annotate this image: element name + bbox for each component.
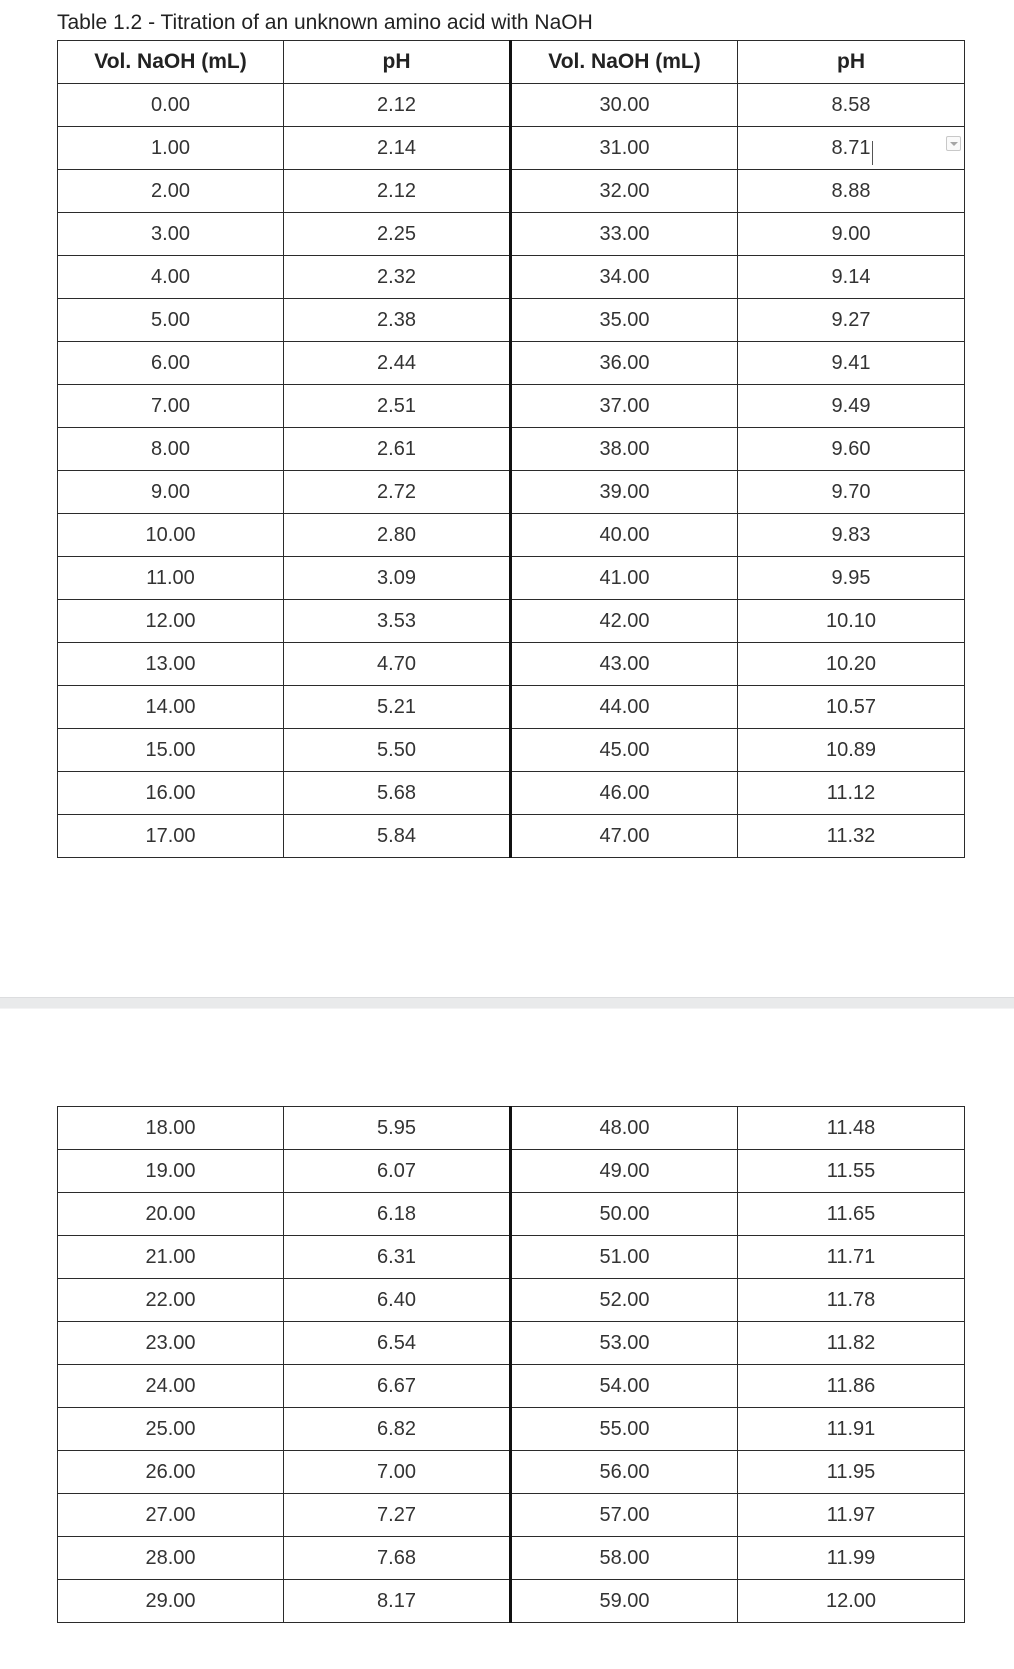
cell-vol-naoh[interactable]: 39.00: [511, 471, 738, 514]
cell-vol-naoh[interactable]: 32.00: [511, 170, 738, 213]
cell-vol-naoh[interactable]: 35.00: [511, 299, 738, 342]
cell-vol-naoh[interactable]: 21.00: [58, 1236, 284, 1279]
cell-vol-naoh[interactable]: 25.00: [58, 1408, 284, 1451]
cell-ph[interactable]: 9.27: [738, 299, 965, 342]
table-row: [58, 127, 965, 170]
cell-vol-naoh[interactable]: 13.00: [58, 643, 284, 686]
table-row: [58, 299, 965, 342]
cell-vol-naoh[interactable]: 11.00: [58, 557, 284, 600]
cell-ph[interactable]: 11.12: [738, 772, 965, 815]
cell-vol-naoh[interactable]: 54.00: [511, 1365, 738, 1408]
titration-table-bottom: [57, 1106, 965, 1623]
cell-ph[interactable]: 9.60: [738, 428, 965, 471]
cell-ph[interactable]: 11.78: [738, 1279, 965, 1322]
cell-vol-naoh[interactable]: 33.00: [511, 213, 738, 256]
cell-ph[interactable]: 9.95: [738, 557, 965, 600]
cell-ph[interactable]: 6.07: [284, 1150, 511, 1193]
cell-vol-naoh[interactable]: 57.00: [511, 1494, 738, 1537]
cell-ph[interactable]: 6.54: [284, 1322, 511, 1365]
header-vol-naoh[interactable]: Vol. NaOH (mL): [58, 41, 284, 84]
cell-ph[interactable]: 6.31: [284, 1236, 511, 1279]
cell-ph[interactable]: 2.32: [284, 256, 511, 299]
table-row: [58, 1236, 965, 1279]
cell-ph[interactable]: 11.48: [738, 1107, 965, 1150]
cell-vol-naoh[interactable]: 5.00: [58, 299, 284, 342]
cell-vol-naoh[interactable]: 24.00: [58, 1365, 284, 1408]
cell-ph[interactable]: 2.44: [284, 342, 511, 385]
cell-ph[interactable]: 9.49: [738, 385, 965, 428]
cell-vol-naoh[interactable]: 10.00: [58, 514, 284, 557]
cell-vol-naoh[interactable]: 27.00: [58, 1494, 284, 1537]
cell-ph[interactable]: 11.97: [738, 1494, 965, 1537]
cell-vol-naoh[interactable]: 47.00: [511, 815, 738, 858]
cell-ph[interactable]: 11.95: [738, 1451, 965, 1494]
cell-vol-naoh[interactable]: 53.00: [511, 1322, 738, 1365]
table-row: [58, 686, 965, 729]
cell-vol-naoh[interactable]: 51.00: [511, 1236, 738, 1279]
table-row: [58, 1451, 965, 1494]
cell-ph[interactable]: 9.00: [738, 213, 965, 256]
cell-ph[interactable]: 6.40: [284, 1279, 511, 1322]
cell-vol-naoh[interactable]: 36.00: [511, 342, 738, 385]
chevron-down-icon[interactable]: [946, 136, 961, 151]
cell-vol-naoh[interactable]: 58.00: [511, 1537, 738, 1580]
cell-ph[interactable]: 5.50: [284, 729, 511, 772]
cell-ph[interactable]: 11.32: [738, 815, 965, 858]
cell-ph[interactable]: 8.71: [738, 127, 965, 170]
cell-vol-naoh[interactable]: 12.00: [58, 600, 284, 643]
cell-ph[interactable]: 2.25: [284, 213, 511, 256]
cell-ph[interactable]: 2.38: [284, 299, 511, 342]
cell-ph[interactable]: 9.41: [738, 342, 965, 385]
table-row: [58, 1408, 965, 1451]
cell-ph[interactable]: 2.61: [284, 428, 511, 471]
table-row: [58, 1580, 965, 1623]
cell-ph[interactable]: 2.12: [284, 84, 511, 127]
cell-vol-naoh[interactable]: 8.00: [58, 428, 284, 471]
cell-vol-naoh[interactable]: 30.00: [511, 84, 738, 127]
header-ph[interactable]: pH: [284, 41, 511, 84]
table-row: [58, 514, 965, 557]
table-row: [58, 471, 965, 514]
cell-vol-naoh[interactable]: 14.00: [58, 686, 284, 729]
cell-vol-naoh[interactable]: 48.00: [511, 1107, 738, 1150]
cell-vol-naoh[interactable]: 31.00: [511, 127, 738, 170]
cell-vol-naoh[interactable]: 52.00: [511, 1279, 738, 1322]
cell-vol-naoh[interactable]: 22.00: [58, 1279, 284, 1322]
cell-vol-naoh[interactable]: 28.00: [58, 1537, 284, 1580]
cell-vol-naoh[interactable]: 2.00: [58, 170, 284, 213]
cell-vol-naoh[interactable]: 56.00: [511, 1451, 738, 1494]
table-row: [58, 385, 965, 428]
table-row: [58, 772, 965, 815]
cell-vol-naoh[interactable]: 42.00: [511, 600, 738, 643]
cell-ph[interactable]: 10.89: [738, 729, 965, 772]
cell-ph[interactable]: 11.71: [738, 1236, 965, 1279]
cell-ph[interactable]: 10.10: [738, 600, 965, 643]
cell-vol-naoh[interactable]: 41.00: [511, 557, 738, 600]
cell-vol-naoh[interactable]: 4.00: [58, 256, 284, 299]
cell-ph[interactable]: 11.99: [738, 1537, 965, 1580]
cell-vol-naoh[interactable]: 50.00: [511, 1193, 738, 1236]
cell-ph[interactable]: 11.91: [738, 1408, 965, 1451]
table-row: [58, 815, 965, 858]
cell-ph[interactable]: 10.20: [738, 643, 965, 686]
cell-vol-naoh[interactable]: 55.00: [511, 1408, 738, 1451]
cell-ph[interactable]: 7.68: [284, 1537, 511, 1580]
cell-vol-naoh[interactable]: 15.00: [58, 729, 284, 772]
table-row: [58, 557, 965, 600]
cell-ph[interactable]: 11.55: [738, 1150, 965, 1193]
table-row: [58, 1365, 965, 1408]
cell-ph[interactable]: 9.70: [738, 471, 965, 514]
cell-vol-naoh[interactable]: 6.00: [58, 342, 284, 385]
cell-vol-naoh[interactable]: 38.00: [511, 428, 738, 471]
cell-vol-naoh[interactable]: 16.00: [58, 772, 284, 815]
cell-vol-naoh[interactable]: 18.00: [58, 1107, 284, 1150]
cell-ph[interactable]: 6.18: [284, 1193, 511, 1236]
cell-vol-naoh[interactable]: 37.00: [511, 385, 738, 428]
cell-vol-naoh[interactable]: 45.00: [511, 729, 738, 772]
cell-vol-naoh[interactable]: 40.00: [511, 514, 738, 557]
table-row: [58, 1494, 965, 1537]
cell-vol-naoh[interactable]: 7.00: [58, 385, 284, 428]
titration-table-top: [57, 40, 965, 858]
cell-ph[interactable]: 5.95: [284, 1107, 511, 1150]
cell-ph[interactable]: 2.14: [284, 127, 511, 170]
cell-vol-naoh[interactable]: 20.00: [58, 1193, 284, 1236]
cell-ph[interactable]: 11.86: [738, 1365, 965, 1408]
cell-vol-naoh[interactable]: 26.00: [58, 1451, 284, 1494]
table-row: [58, 428, 965, 471]
cell-ph[interactable]: 5.21: [284, 686, 511, 729]
cell-ph[interactable]: 7.27: [284, 1494, 511, 1537]
cell-ph[interactable]: 4.70: [284, 643, 511, 686]
table-row: [58, 170, 965, 213]
table-row: [58, 600, 965, 643]
table-row: [58, 256, 965, 299]
cell-vol-naoh[interactable]: 34.00: [511, 256, 738, 299]
header-ph[interactable]: pH: [738, 41, 965, 84]
cell-ph[interactable]: 2.80: [284, 514, 511, 557]
cell-ph[interactable]: 6.82: [284, 1408, 511, 1451]
cell-ph[interactable]: 2.12: [284, 170, 511, 213]
page-break: [0, 997, 1014, 1009]
cell-ph[interactable]: 11.82: [738, 1322, 965, 1365]
cell-vol-naoh[interactable]: 49.00: [511, 1150, 738, 1193]
table-row: [58, 1107, 965, 1150]
table-row: [58, 643, 965, 686]
cell-ph[interactable]: 8.88: [738, 170, 965, 213]
table-row: [58, 213, 965, 256]
cell-ph[interactable]: 12.00: [738, 1580, 965, 1623]
cell-vol-naoh[interactable]: 44.00: [511, 686, 738, 729]
cell-vol-naoh[interactable]: 29.00: [58, 1580, 284, 1623]
cell-ph[interactable]: 3.09: [284, 557, 511, 600]
cell-ph[interactable]: 6.67: [284, 1365, 511, 1408]
cell-vol-naoh[interactable]: 17.00: [58, 815, 284, 858]
text-cursor: [872, 141, 873, 165]
cell-vol-naoh[interactable]: 43.00: [511, 643, 738, 686]
cell-ph[interactable]: 2.51: [284, 385, 511, 428]
table-row: [58, 1279, 965, 1322]
cell-ph[interactable]: 5.84: [284, 815, 511, 858]
cell-vol-naoh[interactable]: 19.00: [58, 1150, 284, 1193]
cell-ph[interactable]: 8.17: [284, 1580, 511, 1623]
cell-vol-naoh[interactable]: 59.00: [511, 1580, 738, 1623]
cell-ph[interactable]: 11.65: [738, 1193, 965, 1236]
cell-vol-naoh[interactable]: 9.00: [58, 471, 284, 514]
cell-vol-naoh[interactable]: 3.00: [58, 213, 284, 256]
cell-ph[interactable]: 5.68: [284, 772, 511, 815]
table-row: [58, 1537, 965, 1580]
table-row: [58, 84, 965, 127]
table-row: [58, 342, 965, 385]
cell-ph[interactable]: 10.57: [738, 686, 965, 729]
cell-vol-naoh[interactable]: 1.00: [58, 127, 284, 170]
table-row: [58, 1150, 965, 1193]
cell-vol-naoh[interactable]: 46.00: [511, 772, 738, 815]
cell-vol-naoh[interactable]: 0.00: [58, 84, 284, 127]
cell-vol-naoh[interactable]: 23.00: [58, 1322, 284, 1365]
cell-ph[interactable]: 2.72: [284, 471, 511, 514]
header-vol-naoh[interactable]: Vol. NaOH (mL): [511, 41, 738, 84]
cell-ph[interactable]: 8.58: [738, 84, 965, 127]
cell-ph[interactable]: 7.00: [284, 1451, 511, 1494]
cell-ph[interactable]: 9.83: [738, 514, 965, 557]
table-header-row: [58, 41, 965, 84]
table-row: [58, 729, 965, 772]
table-caption: Table 1.2 - Titration of an unknown amino acid with NaOH: [57, 11, 593, 34]
cell-ph[interactable]: 9.14: [738, 256, 965, 299]
table-row: [58, 1193, 965, 1236]
cell-ph[interactable]: 3.53: [284, 600, 511, 643]
table-row: [58, 1322, 965, 1365]
